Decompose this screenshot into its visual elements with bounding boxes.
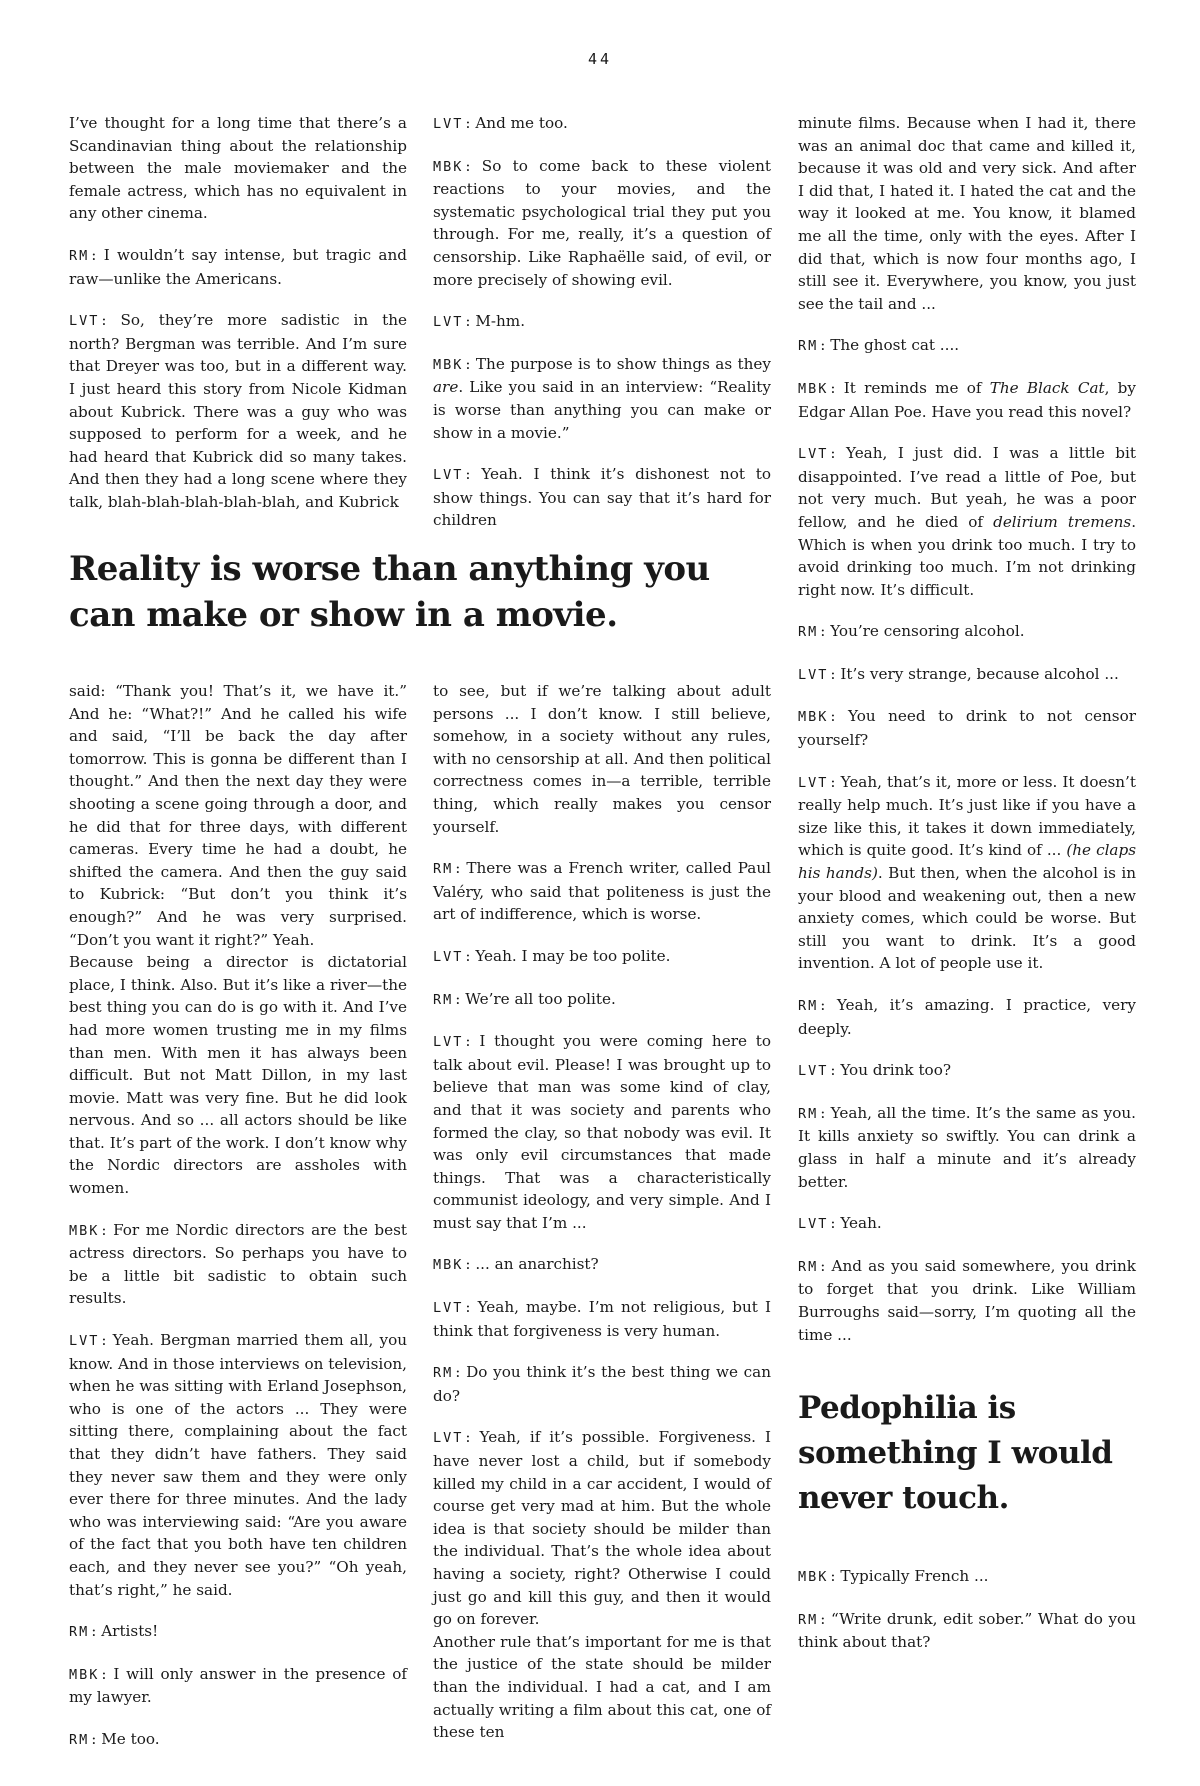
paragraph-text: Me too. bbox=[101, 1729, 160, 1748]
paragraph-text: Yeah. Bergman married them all, you know. And in those interviews on television, when he was sitting with Erland Josephson, who is one of the actors ... They were sitting there, complaining about the fact that they didn’t have fathers. They said they never saw them and they were only ever there for three minutes. And the lady who was interviewing said: “Are you aware of the fact that you both have ten children each, and they never see you?” “Oh yeah, that’s right,” he said. bbox=[69, 1331, 407, 1599]
paragraph-text: Typically French ... bbox=[840, 1567, 989, 1586]
speaker-label: LVT bbox=[69, 1333, 100, 1350]
speaker-label: RM bbox=[798, 1105, 819, 1122]
paragraph: RM : Me too. bbox=[69, 1729, 160, 1748]
paragraph-text: We’re all too polite. bbox=[465, 989, 616, 1008]
paragraph-text: “Write drunk, edit sober.” What do you think about that? bbox=[798, 1609, 1136, 1652]
paragraph-text: There was a French writer, called Paul Valéry, who said that politeness is just the art of indifference, which is worse. bbox=[433, 859, 771, 924]
paragraph bbox=[69, 951, 407, 1200]
paragraph bbox=[433, 680, 771, 838]
paragraph-text: And me too. bbox=[475, 114, 568, 132]
paragraph: LVT : It’s very strange, because alcohol ... bbox=[798, 664, 1119, 683]
column-1-top bbox=[69, 112, 407, 533]
paragraph: RM : Do you think it’s the best thing we can do? bbox=[433, 1363, 772, 1405]
paragraph: MBK : Typically French ... bbox=[798, 1567, 989, 1586]
paragraph: MBK : The purpose is to show things as they are. Like you said in an interview: “Reality is worse than anything you can make or show in a movie.” bbox=[433, 354, 772, 442]
paragraph-text: Yeah, maybe. I’m not religious, but I think that forgiveness is very human. bbox=[433, 1298, 771, 1340]
paragraph: MBK : So to come back to these violent reactions to your movies, and the systematic psychological trial they put you through. For me, really, it’s a question of censorship. Like Raphaëlle said, of evil, or more precisely of showing evil. bbox=[433, 156, 771, 289]
paragraph-text: You need to drink to not censor yourself? bbox=[798, 707, 1136, 750]
speaker-label: LVT bbox=[798, 1063, 829, 1080]
paragraph: RM : “Write drunk, edit sober.” What do you think about that? bbox=[798, 1609, 1136, 1652]
paragraph-text: Yeah. bbox=[840, 1214, 882, 1233]
paragraph bbox=[69, 680, 407, 951]
paragraph-text: The purpose is to show things as they bbox=[475, 354, 772, 373]
speaker-label: LVT bbox=[433, 1300, 464, 1317]
emphasis-text: (he claps his hands) bbox=[798, 841, 1136, 883]
paragraph: LVT : You drink too? bbox=[798, 1061, 951, 1080]
paragraph-text: I thought you were coming here to talk about evil. Please! I was brought up to believe that man was some kind of clay, and that it was society and parents who formed the clay, so that nobody was evil. It was only evil circumstances that made things. That was a characteristically communist ideology, and very simple. And I must say that I’m ... bbox=[433, 1032, 771, 1232]
page-number: 44 bbox=[587, 50, 613, 68]
paragraph-text: I wouldn’t say intense, but tragic and raw—unlike the Americans. bbox=[69, 245, 407, 288]
paragraph: LVT : M-hm. bbox=[433, 312, 526, 331]
paragraph-text: And as you said somewhere, you drink to forget that you drink. Like William Burroughs said—sorry, I’m quoting all the time ... bbox=[798, 1256, 1136, 1344]
speaker-label: MBK bbox=[69, 1222, 100, 1239]
speaker-label: LVT bbox=[433, 467, 464, 484]
emphasis-text: delirium tremens bbox=[993, 512, 1132, 531]
paragraph-text: Yeah, that’s it, more or less. It doesn’t really help much. It’s just like if you have a size like this, it takes it down immediately, which is quite good. It’s kind of ... bbox=[798, 772, 1136, 860]
paragraph: RM : There was a French writer, called Paul Valéry, who said that politeness is just the art of indifference, which is worse. bbox=[433, 859, 771, 924]
paragraph-text: So to come back to these violent reactions to your movies, and the systematic psychological trial they put you through. For me, really, it’s a question of censorship. Like Raphaëlle said, of evil, or more precisely of showing evil. bbox=[433, 156, 771, 289]
paragraph: RM : The ghost cat .... bbox=[798, 336, 960, 355]
paragraph: LVT : Yeah. I think it’s dishonest not to show things. You can say that it’s hard for children bbox=[433, 465, 771, 530]
speaker-label: LVT bbox=[798, 774, 829, 791]
paragraph-text: Yeah, I just did. I was a little bit disappointed. I’ve read a little of Poe, but not very much. But yeah, he was a poor fellow, and he died of bbox=[798, 444, 1136, 531]
paragraph: RM : Yeah, all the time. It’s the same as you. It kills anxiety so swiftly. You can drink a glass in half a minute and it’s already better. bbox=[798, 1103, 1136, 1191]
paragraph: LVT : Yeah, that’s it, more or less. It doesn’t really help much. It’s just like if you have a size like this, it takes it down immediately, which is quite good. It’s kind of ... (he claps his hands). But then, when the alcohol is in your blood and weakening out, then a new anxiety comes, which could be worse. But still you want to drink. It’s a good invention. A lot of people use it. bbox=[798, 772, 1136, 973]
paragraph: LVT : Yeah, if it’s possible. Forgiveness. I have never lost a child, but if somebody killed my child in a car accident, I would of course get very mad at him. But the whole idea is that society should be milder than the individual. That’s the whole idea about having a society, right? Otherwise I could just go and kill this guy, and then it would go on forever. bbox=[433, 1428, 771, 1629]
speaker-label: RM bbox=[798, 624, 819, 641]
paragraph: RM : You’re censoring alcohol. bbox=[798, 622, 1025, 641]
paragraph-text: said: “Thank you! That’s it, we have it.” And he: “What?!” And he called his wife and said, “I’ll be back the day after tomorrow. This is gonna be different than I thought.” And then the next day they were shooting a scene going through a door, and he did that for three days, with different cameras. Every time he had a doubt, he shifted the camera. And then the guy said to Kubrick: “But don’t you think it’s enough?” And he was very surprised. “Don’t you want it right?” Yeah. bbox=[69, 682, 407, 949]
paragraph-text: You’re censoring alcohol. bbox=[830, 622, 1025, 641]
paragraph-text: M-hm. bbox=[475, 312, 526, 331]
speaker-label: RM bbox=[798, 1611, 819, 1628]
speaker-label: MBK bbox=[433, 356, 464, 373]
speaker-label: MBK bbox=[433, 1257, 464, 1274]
paragraph: LVT : Yeah. Bergman married them all, you know. And in those interviews on television, when he was sitting with Erland Josephson, who is one of the actors ... They were sitting there, complaining about the fact that they didn’t have fathers. They said they never saw them and they were only ever there for three minutes. And the lady who was interviewing said: “Are you aware of the fact that you both have ten children each, and they never see you?” “Oh yeah, that’s right,” he said. bbox=[69, 1331, 407, 1599]
speaker-label: LVT bbox=[433, 314, 464, 331]
paragraph: MBK : It reminds me of The Black Cat, by Edgar Allan Poe. Have you read this novel? bbox=[798, 378, 1136, 421]
speaker-label: LVT bbox=[433, 1034, 464, 1051]
speaker-label: RM bbox=[798, 338, 819, 355]
speaker-label: MBK bbox=[798, 380, 829, 397]
emphasis-text: are bbox=[433, 378, 459, 397]
paragraph bbox=[433, 1631, 771, 1744]
paragraph-text: Artists! bbox=[101, 1622, 159, 1641]
speaker-label: MBK bbox=[798, 1569, 829, 1586]
side-pull-quote: Pedophilia is something I would never touch. bbox=[798, 1390, 1113, 1517]
paragraph-text: I’ve thought for a long time that there’s a Scandinavian thing about the relationship between the male moviemaker and the female actress, which has no equivalent in any other cinema. bbox=[69, 114, 407, 223]
speaker-label: LVT bbox=[69, 313, 100, 330]
speaker-label: RM bbox=[433, 991, 454, 1008]
speaker-label: RM bbox=[798, 1258, 819, 1275]
paragraph-text: So, they’re more sadistic in the north? Bergman was terrible. And I’m sure that Dreyer was too, but in a different way. I just heard this story from Nicole Kidman about Kubrick. There was a guy who was supposed to perform for a week, and he had heard that Kubrick did so many takes. And then they had a long scene where they talk, blah-blah-blah-blah-blah, and Kubrick bbox=[69, 311, 407, 511]
paragraph: RM : And as you said somewhere, you drink to forget that you drink. Like William Burroughs said—sorry, I’m quoting all the time ... bbox=[798, 1256, 1136, 1344]
speaker-label: RM bbox=[69, 1624, 90, 1641]
pull-quote: Reality is worse than anything you can make or show in a movie. bbox=[69, 549, 710, 635]
paragraph bbox=[798, 112, 1136, 315]
paragraph-text: It reminds me of bbox=[843, 378, 990, 397]
paragraph: MBK : ... an anarchist? bbox=[433, 1255, 599, 1274]
speaker-label: LVT bbox=[798, 666, 829, 683]
paragraph: LVT : Yeah, maybe. I’m not religious, but I think that forgiveness is very human. bbox=[433, 1298, 771, 1340]
paragraph-text: Yeah, all the time. It’s the same as you. It kills anxiety so swiftly. You can drink a glass in half a minute and it’s already better. bbox=[798, 1103, 1136, 1191]
paragraph-text: I will only answer in the presence of my lawyer. bbox=[69, 1664, 407, 1707]
paragraph: MBK : I will only answer in the presence of my lawyer. bbox=[69, 1664, 407, 1707]
paragraph-text: Do you think it’s the best thing we can do? bbox=[433, 1363, 772, 1405]
paragraph-text: Yeah. I may be too polite. bbox=[475, 946, 671, 965]
paragraph: RM : I wouldn’t say intense, but tragic and raw—unlike the Americans. bbox=[69, 245, 407, 288]
paragraph-text: . Like you said in an interview: “Reality is worse than anything you can make or show in a movie.” bbox=[433, 378, 771, 442]
paragraph: RM : We’re all too polite. bbox=[433, 989, 616, 1008]
paragraph-text: Yeah, if it’s possible. Forgiveness. I have never lost a child, but if somebody killed my child in a car accident, I would of course get very mad at him. But the whole idea is that society should be milder than the individual. That’s the whole idea about having a society, right? Otherwise I could just go and kill this guy, and then it would go on forever. bbox=[433, 1428, 771, 1629]
column-1-bottom bbox=[69, 680, 407, 1771]
speaker-label: LVT bbox=[798, 1216, 829, 1233]
speaker-label: MBK bbox=[798, 709, 829, 726]
paragraph-text: Yeah, it’s amazing. I practice, very deeply. bbox=[798, 996, 1136, 1038]
paragraph-text: ... an anarchist? bbox=[475, 1255, 599, 1274]
paragraph: LVT : And me too. bbox=[433, 114, 568, 132]
column-2-bottom bbox=[433, 680, 771, 1763]
column-3 bbox=[798, 112, 1136, 1673]
speaker-label: LVT bbox=[433, 116, 464, 132]
paragraph-text: , by Edgar Allan Poe. Have you read this novel? bbox=[798, 378, 1136, 421]
paragraph-text: Because being a director is dictatorial place, I think. Also. But it’s like a river—the best thing you can do is go with it. And I’ve had more women trusting me in my films than men. With men it has always been difficult. But not Matt Dillon, in my last movie. Matt was very fine. But he did look nervous. And so ... all actors should be like that. It’s part of the work. I don’t know why the Nordic directors are assholes with women. bbox=[69, 953, 407, 1198]
paragraph: RM : Artists! bbox=[69, 1622, 159, 1641]
paragraph-text: It’s very strange, because alcohol ... bbox=[840, 664, 1119, 683]
speaker-label: RM bbox=[433, 1365, 454, 1382]
paragraph-text: minute films. Because when I had it, there was an animal doc that came and killed it, because it was old and very sick. And after I did that, I hated it. I hated the cat and the way it looked at me. You know, it blamed me all the time, only with the eyes. After I did that, which is now four months ago, I still see it. Everywhere, you know, you just see the tail and ... bbox=[798, 114, 1136, 313]
speaker-label: MBK bbox=[69, 1666, 100, 1683]
paragraph: MBK : For me Nordic directors are the best actress directors. So perhaps you have to be a little bit sadistic to obtain such results. bbox=[69, 1220, 407, 1308]
speaker-label: RM bbox=[69, 1731, 90, 1748]
speaker-label: RM bbox=[69, 247, 90, 264]
paragraph bbox=[69, 112, 407, 225]
paragraph: LVT : Yeah, I just did. I was a little bit disappointed. I’ve read a little of Poe, but not very much. But yeah, he was a poor fellow, and he died of delirium tremens. Which is when you drink too much. I try to avoid drinking too much. I’m not drinking right now. It’s difficult. bbox=[798, 444, 1137, 599]
speaker-label: RM bbox=[433, 861, 454, 878]
emphasis-text: The Black Cat bbox=[989, 378, 1105, 397]
speaker-label: MBK bbox=[433, 158, 464, 175]
speaker-label: LVT bbox=[433, 948, 464, 965]
speaker-label: LVT bbox=[433, 1430, 464, 1447]
paragraph-text: The ghost cat .... bbox=[830, 336, 960, 355]
paragraph: RM : Yeah, it’s amazing. I practice, very deeply. bbox=[798, 996, 1136, 1038]
paragraph: LVT : I thought you were coming here to talk about evil. Please! I was brought up to believe that man was some kind of clay, and that it was society and parents who formed the clay, so that nobody was evil. It was only evil circumstances that made things. That was a characteristically communist ideology, and very simple. And I must say that I’m ... bbox=[433, 1032, 771, 1232]
speaker-label: RM bbox=[798, 998, 819, 1014]
paragraph-text: to see, but if we’re talking about adult persons ... I don’t know. I still believe, somehow, in a society without any rules, with no censorship at all. And then political correctness comes in—a terrible, terrible thing, which really makes you censor yourself. bbox=[433, 682, 771, 836]
paragraph-text: Yeah. I think it’s dishonest not to show things. You can say that it’s hard for children bbox=[433, 465, 771, 530]
paragraph-text: Another rule that’s important for me is that the justice of the state should be milder than the individual. I had a cat, and I am actually writing a film about this cat, one of these ten bbox=[433, 1632, 771, 1742]
speaker-label: LVT bbox=[798, 446, 829, 463]
paragraph: LVT : Yeah. bbox=[798, 1214, 882, 1233]
column-2-top bbox=[433, 112, 771, 551]
paragraph-text: . But then, when the alcohol is in your blood and weakening out, then a new anxiety comes, which could be worse. But still you want to drink. It’s a good invention. A lot of people use it. bbox=[798, 864, 1136, 973]
paragraph: LVT : So, they’re more sadistic in the north? Bergman was terrible. And I’m sure that Dreyer was too, but in a different way. I just heard this story from Nicole Kidman about Kubrick. There was a guy who was supposed to perform for a week, and he had heard that Kubrick did so many takes. And then they had a long scene where they talk, blah-blah-blah-blah-blah, and Kubrick bbox=[69, 311, 407, 511]
paragraph-text: You drink too? bbox=[840, 1061, 951, 1080]
paragraph: LVT : Yeah. I may be too polite. bbox=[433, 946, 671, 965]
paragraph: MBK : You need to drink to not censor yourself? bbox=[798, 707, 1136, 750]
paragraph-text: For me Nordic directors are the best actress directors. So perhaps you have to be a little bit sadistic to obtain such results. bbox=[69, 1220, 407, 1308]
paragraph-text: . Which is when you drink too much. I try to avoid drinking too much. I’m not drinking right now. It’s difficult. bbox=[798, 512, 1137, 599]
